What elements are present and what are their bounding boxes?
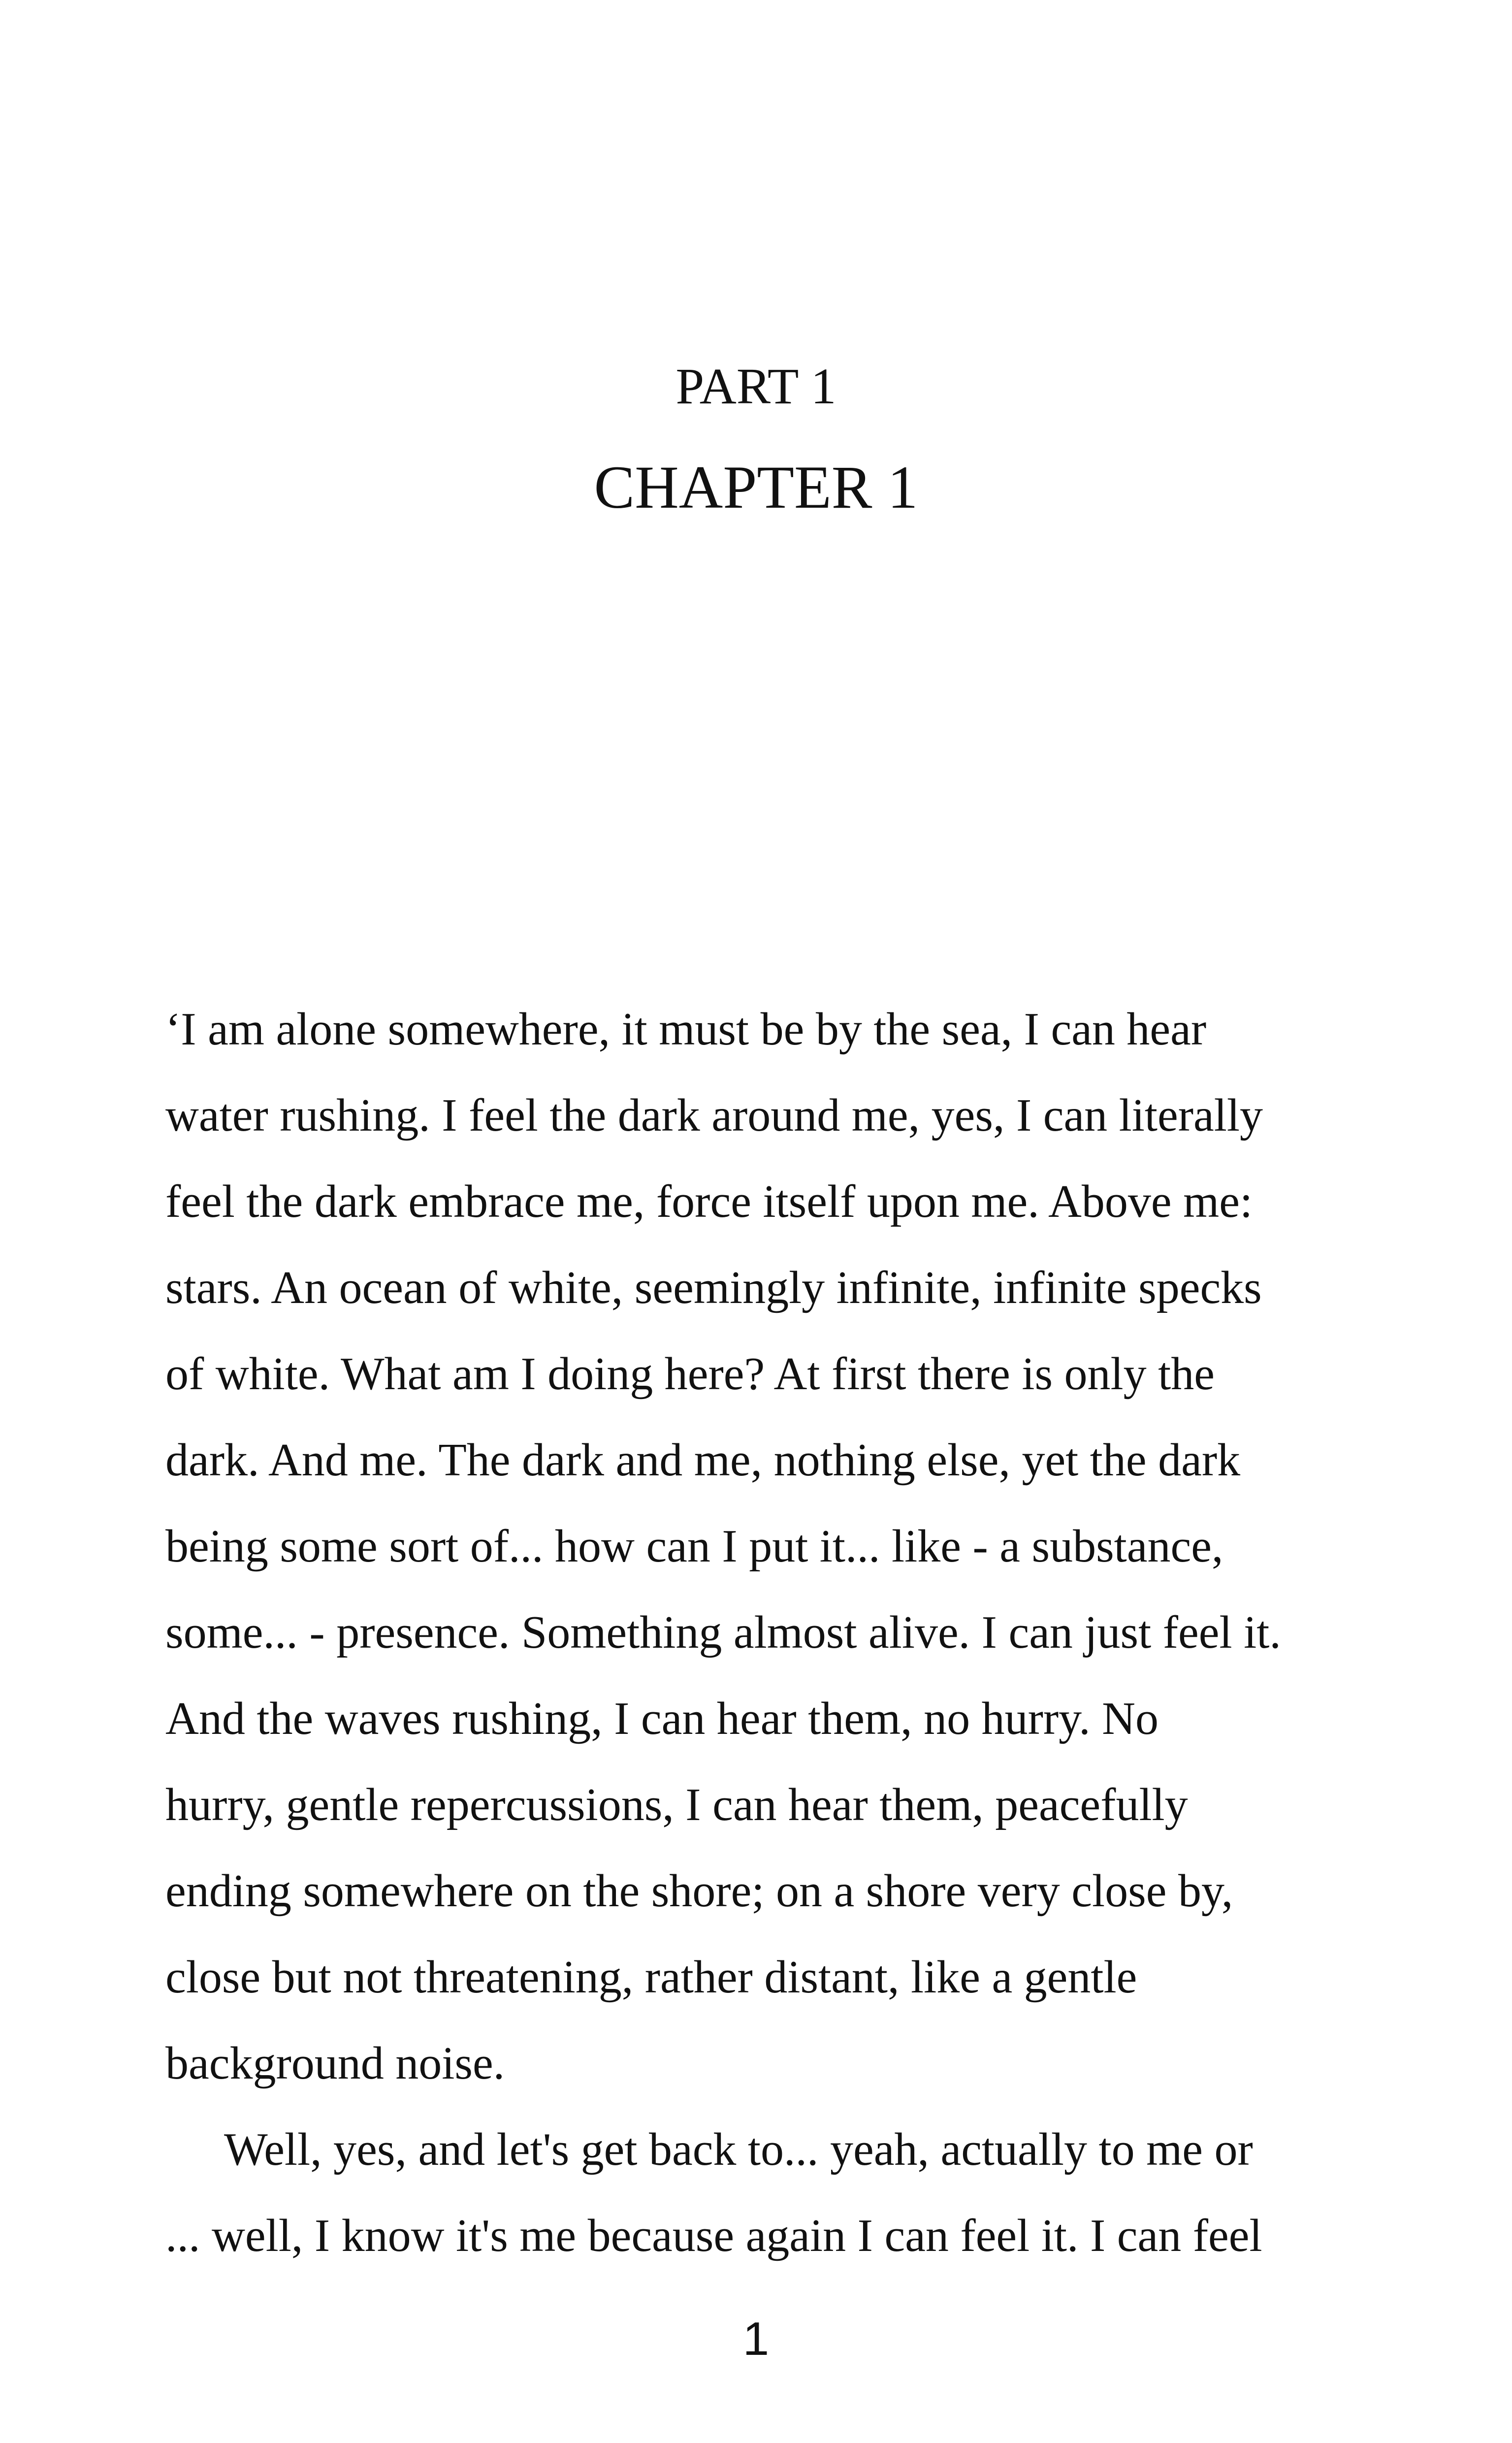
text-line: Well, yes, and let's get back to... yeah, actually to me or [224, 2124, 1253, 2175]
text-line: some... - presence. Something almost alive. I can just feel it. [165, 1607, 1281, 1658]
text-line: water rushing. I feel the dark around me, yes, I can literally [165, 1090, 1263, 1141]
text-line: And the waves rushing, I can hear them, no hurry. No [165, 1693, 1158, 1744]
text-line: ending somewhere on the shore; on a shore very close by, [165, 1865, 1233, 1917]
text-line: ‘I am alone somewhere, it must be by the sea, I can hear [165, 1004, 1207, 1055]
part-label: PART 1 [676, 358, 836, 415]
text-line: feel the dark embrace me, force itself upon me. Above me: [165, 1176, 1253, 1227]
page-number: 1 [742, 2313, 770, 2365]
text-line: close but not threatening, rather distant, like a gentle [165, 1952, 1137, 2003]
text-line: hurry, gentle repercussions, I can hear them, peacefully [165, 1779, 1188, 1830]
text-line: being some sort of... how can I put it... like - a substance, [165, 1521, 1223, 1572]
chapter-title: CHAPTER 1 [594, 454, 918, 521]
text-line: stars. An ocean of white, seemingly infinite, infinite specks [165, 1262, 1262, 1313]
text-line: dark. And me. The dark and me, nothing else, yet the dark [165, 1434, 1241, 1486]
text-line: ... well, I know it's me because again I can feel it. I can feel [165, 2210, 1262, 2261]
text-line: background noise. [165, 2038, 505, 2089]
text-line: of white. What am I doing here? At first there is only the [165, 1348, 1215, 1400]
